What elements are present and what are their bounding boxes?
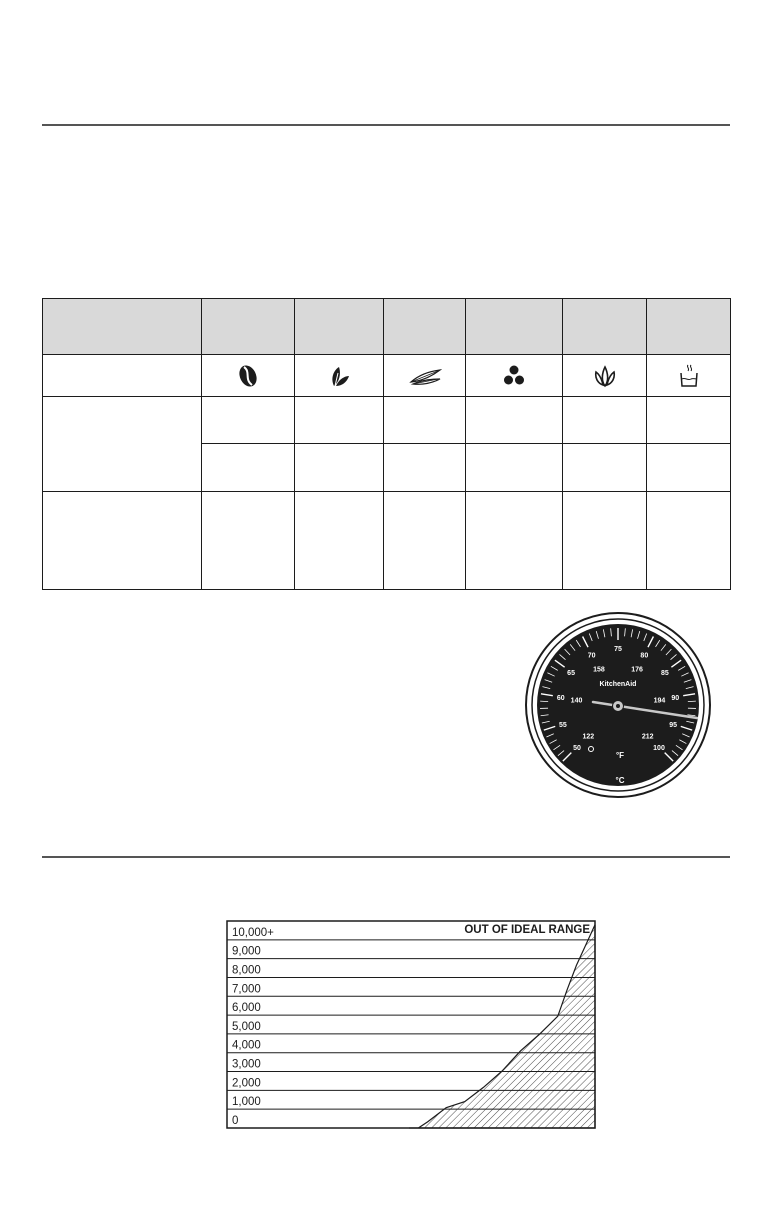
- y-tick-label: 4,000: [232, 1039, 261, 1052]
- table-cell: [466, 355, 563, 397]
- table-cell: [43, 492, 202, 590]
- brand-label: KitchenAid: [599, 681, 637, 688]
- table-cell: [647, 444, 731, 492]
- brew-settings-table: [42, 298, 731, 590]
- y-tick-label: 0: [232, 1115, 239, 1127]
- table-cell: [43, 397, 202, 492]
- fahrenheit-unit: °F: [615, 751, 625, 760]
- y-tick-label: 3,000: [232, 1058, 261, 1071]
- oolong-pellets-icon: [501, 363, 527, 389]
- celsius-tick-label: 80: [640, 652, 649, 660]
- coffee-bean-icon: [235, 363, 261, 389]
- fahrenheit-tick-label: 158: [593, 666, 605, 674]
- table-cell: [563, 444, 647, 492]
- table-cell: [202, 355, 295, 397]
- table-cell: [647, 492, 731, 590]
- table-cell: [647, 397, 731, 444]
- header-cell: [466, 299, 563, 355]
- out-of-range-area: [409, 925, 595, 1128]
- table-header-row: [43, 299, 731, 355]
- y-tick-label: 10,000+: [232, 926, 274, 939]
- black-tea-leaf-icon: [326, 363, 352, 389]
- fahrenheit-tick-label: 194: [653, 697, 666, 705]
- celsius-tick-label: 85: [661, 669, 669, 677]
- top-divider: [42, 124, 730, 126]
- y-tick-label: 8,000: [232, 964, 261, 977]
- green-tea-leaves-icon: [408, 365, 442, 387]
- header-cell: [563, 299, 647, 355]
- dial-tick: [688, 701, 696, 702]
- celsius-tick-label: 50: [573, 745, 581, 753]
- celsius-tick-label: 65: [567, 669, 575, 677]
- celsius-tick-label: 70: [587, 652, 596, 660]
- table-cell: [295, 492, 384, 590]
- dial-tick: [540, 701, 548, 702]
- y-tick-label: 1,000: [232, 1096, 261, 1109]
- table-row: [43, 397, 731, 444]
- celsius-tick-label: 90: [671, 694, 680, 702]
- fahrenheit-tick-label: 176: [631, 666, 643, 674]
- table-cell: [466, 444, 563, 492]
- y-tick-label: 2,000: [232, 1077, 261, 1090]
- celsius-tick-label: 95: [669, 721, 678, 729]
- header-cell: [43, 299, 202, 355]
- table-cell: [295, 444, 384, 492]
- table-cell: [384, 444, 466, 492]
- hardness-chart: [224, 918, 598, 1132]
- y-tick-label: 5,000: [232, 1020, 261, 1033]
- table-icon-row: [43, 355, 731, 397]
- table-cell: [563, 492, 647, 590]
- herbal-flame-icon: [592, 363, 618, 389]
- header-cell: [202, 299, 295, 355]
- y-tick-label: 7,000: [232, 983, 261, 996]
- thermometer-dial: [525, 612, 711, 798]
- celsius-tick-label: 100: [653, 745, 665, 753]
- table-cell: [384, 355, 466, 397]
- header-cell: [647, 299, 731, 355]
- out-of-range-label: OUT OF IDEAL RANGE: [464, 924, 590, 936]
- table-row: [43, 492, 731, 590]
- table-cell: [563, 397, 647, 444]
- fahrenheit-tick-label: 140: [570, 697, 583, 705]
- table-cell: [202, 444, 295, 492]
- celsius-tick-label: 75: [614, 646, 622, 653]
- table-cell: [466, 492, 563, 590]
- celsius-tick-label: 60: [556, 694, 565, 702]
- table-cell: [466, 397, 563, 444]
- table-cell: [202, 397, 295, 444]
- table-cell: [647, 355, 731, 397]
- header-cell: [295, 299, 384, 355]
- table-cell: [43, 355, 202, 397]
- y-tick-label: 9,000: [232, 945, 261, 958]
- celsius-unit: °C: [615, 776, 625, 785]
- table-cell: [384, 492, 466, 590]
- table-cell: [295, 355, 384, 397]
- table-cell: [563, 355, 647, 397]
- y-tick-label: 6,000: [232, 1002, 261, 1015]
- table-cell: [295, 397, 384, 444]
- celsius-tick-label: 55: [558, 721, 567, 729]
- table-cell: [384, 397, 466, 444]
- fahrenheit-tick-label: 212: [641, 733, 654, 741]
- section-divider: [42, 856, 730, 858]
- cup-water-icon: [676, 362, 702, 390]
- header-cell: [384, 299, 466, 355]
- fahrenheit-tick-label: 122: [582, 733, 595, 741]
- table-cell: [202, 492, 295, 590]
